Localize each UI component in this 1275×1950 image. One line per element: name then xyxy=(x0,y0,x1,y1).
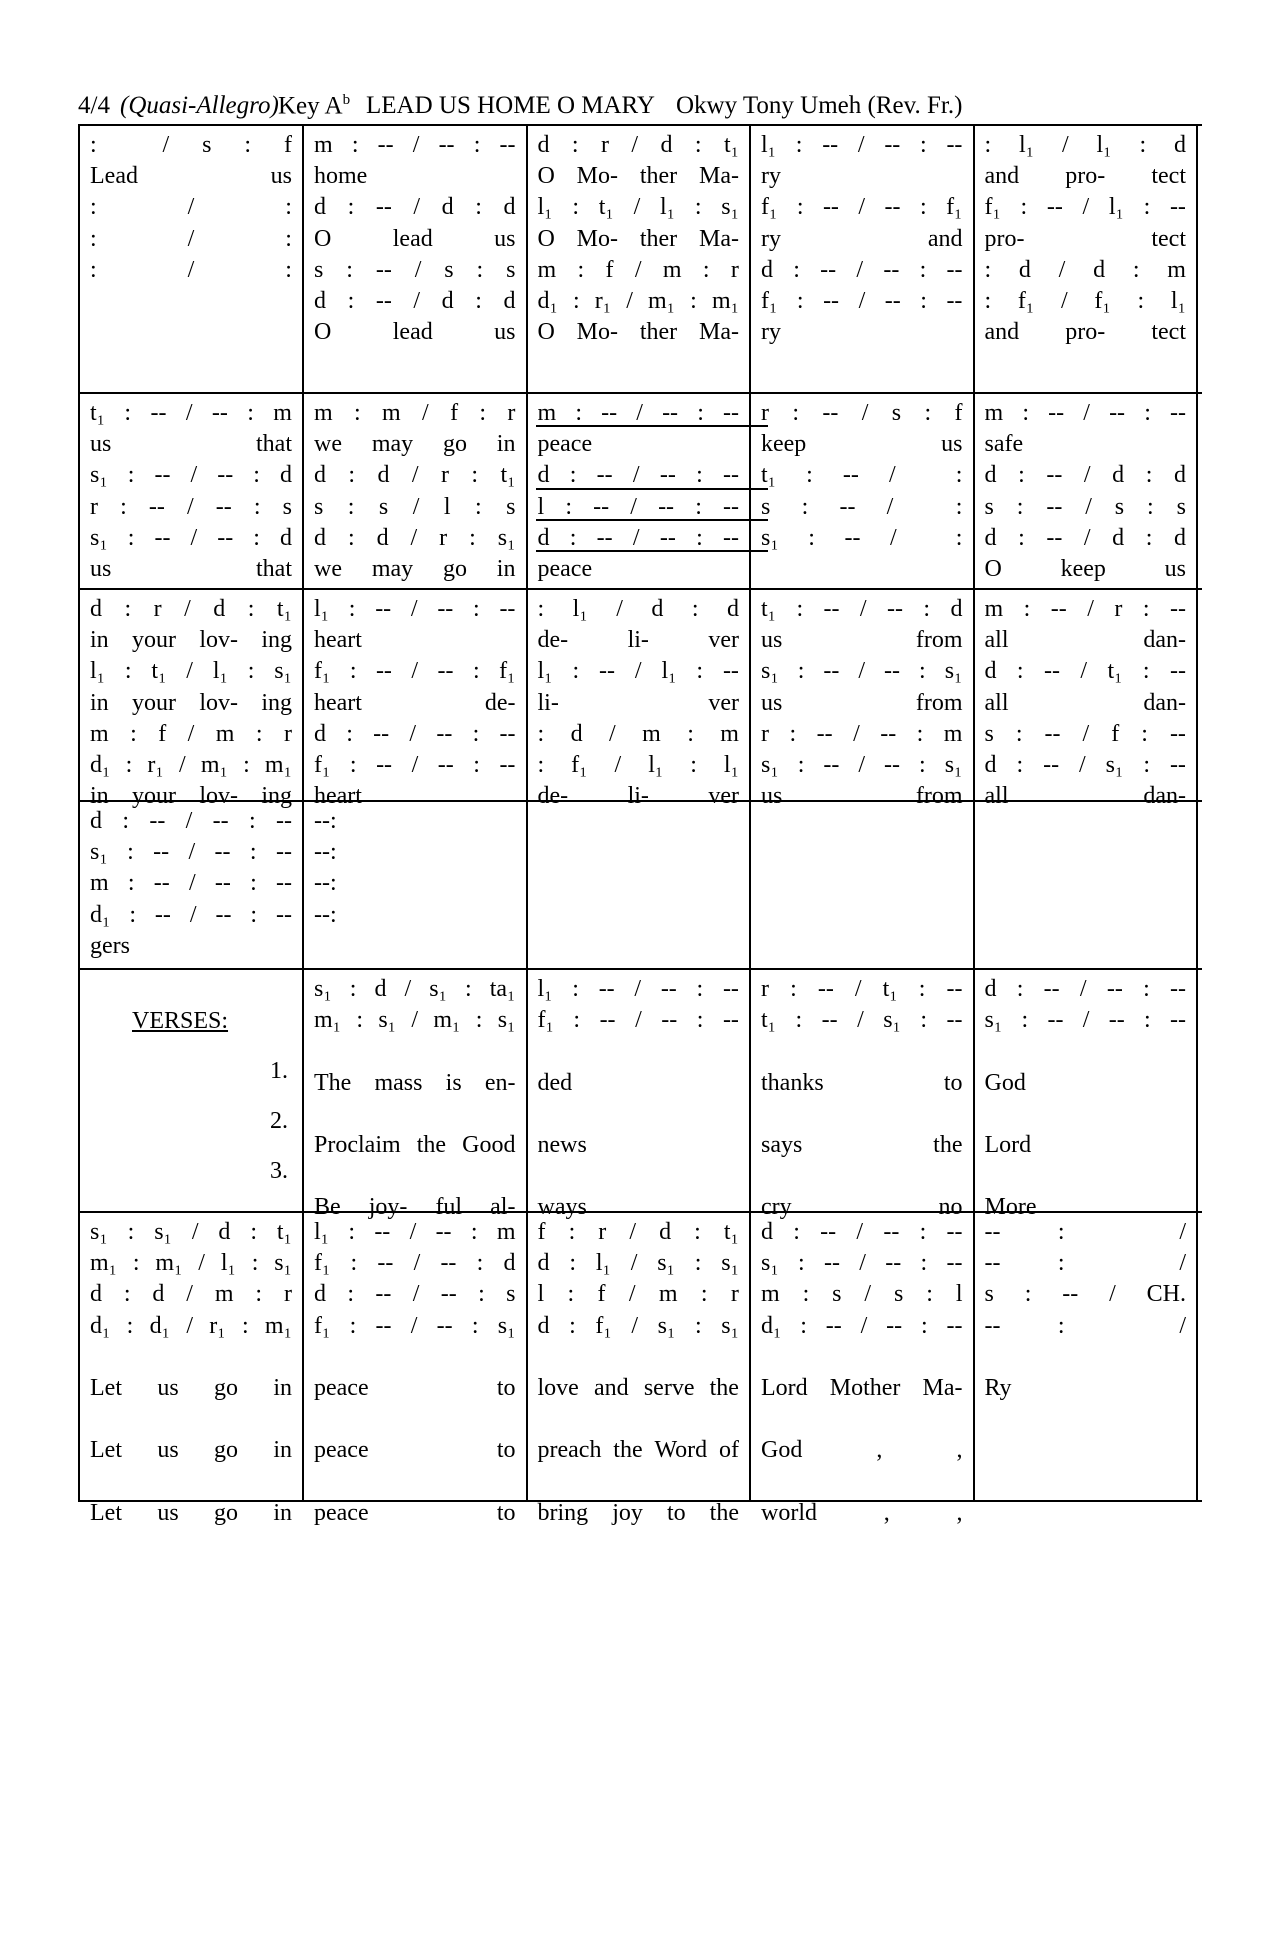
score-cell xyxy=(80,590,304,810)
score-cell xyxy=(751,126,975,392)
score-line: s₁ : -- / -- : -- xyxy=(761,1250,963,1277)
score-line: peace to xyxy=(314,1437,516,1464)
score-line: : d / m : m xyxy=(537,720,739,747)
score-line: Ry xyxy=(984,1374,1012,1401)
score-line: de- li- ver xyxy=(537,627,739,654)
score-cell xyxy=(304,970,528,1221)
score-cell xyxy=(80,394,304,588)
score-line: l : -- / -- : -- xyxy=(537,493,739,520)
score-row xyxy=(80,126,1202,394)
score-line: --: xyxy=(314,901,337,928)
score-line: s : -- / s : s xyxy=(984,493,1186,520)
tempo-marking: (Quasi-Allegro) xyxy=(120,92,279,119)
score-cell xyxy=(975,970,1199,1221)
score-line: gers xyxy=(90,932,130,959)
score-cell xyxy=(80,970,304,1211)
line-gap xyxy=(538,1161,740,1192)
score-cell xyxy=(304,126,528,392)
score-line: s₁ : -- / -- : s₁ xyxy=(761,751,963,778)
score-line: d : -- / -- : -- xyxy=(537,462,739,489)
score-row xyxy=(80,590,1202,810)
line-gap xyxy=(761,1161,963,1192)
score-line: : / : xyxy=(90,256,292,283)
score-cell xyxy=(528,126,752,392)
score-line: O lead us xyxy=(314,319,516,346)
score-line: s : -- / f : -- xyxy=(984,720,1186,747)
score-line: us that xyxy=(90,555,292,582)
score-cell xyxy=(528,1213,752,1526)
score-line: t₁ : -- / -- : m xyxy=(90,400,292,426)
score-line: l₁ : -- / -- : m xyxy=(314,1219,516,1245)
line-gap xyxy=(985,1036,1187,1067)
line-gap xyxy=(761,1467,963,1498)
score-cell xyxy=(975,394,1199,588)
score-line: we may go in xyxy=(314,431,516,458)
score-line: d : r / d : t₁ xyxy=(90,596,292,622)
line-gap xyxy=(90,1467,292,1498)
score-line: d : -- / -- : -- xyxy=(984,976,1186,1002)
score-line: all dan- xyxy=(984,689,1186,716)
score-cell xyxy=(975,1213,1199,1500)
verse-number: 3. xyxy=(270,1158,288,1184)
score-cell xyxy=(528,802,752,968)
score-line: l₁ : t₁ / l₁ : s₁ xyxy=(537,194,739,221)
score-cell xyxy=(304,394,528,588)
score-line: us from xyxy=(761,783,963,810)
line-gap xyxy=(314,1099,516,1130)
score-line: heart xyxy=(314,783,362,810)
score-line: O Mo- ther Ma- xyxy=(537,163,739,190)
score-cell xyxy=(80,1213,304,1526)
score-line: s₁ : -- / -- : d xyxy=(90,524,292,551)
score-line: s₁ : -- / -- : s₁ xyxy=(761,658,963,685)
score-line: d : -- / -- : s xyxy=(314,1281,516,1308)
score-line: More xyxy=(984,1194,1037,1221)
score-line: l₁ : -- / -- : -- xyxy=(314,596,516,622)
score-line: : f₁ / f₁ : l₁ xyxy=(984,287,1186,314)
score-line: s : -- / s : s xyxy=(314,256,516,283)
score-line: m : -- / -- : -- xyxy=(984,400,1186,426)
score-line: Be joy- ful al- xyxy=(314,1194,516,1221)
line-gap xyxy=(985,1161,1187,1192)
score-line: O Mo- ther Ma- xyxy=(537,225,739,252)
score-line: --: xyxy=(314,808,337,834)
score-line: f₁ : -- / -- : s₁ xyxy=(314,1312,516,1339)
line-gap xyxy=(761,1404,963,1435)
score-row xyxy=(80,1213,1202,1526)
score-line: in your lov- ing xyxy=(90,689,292,716)
score-line: bring joy to the xyxy=(537,1499,739,1526)
score-line: f₁ : -- / -- : -- xyxy=(761,287,963,314)
score-line: ded xyxy=(537,1069,573,1096)
score-cell xyxy=(975,590,1199,810)
score-line: all dan- xyxy=(984,627,1186,654)
score-cell xyxy=(304,590,528,810)
score-line: f₁ : -- / -- : f₁ xyxy=(314,658,516,685)
score-line: d : d / r : s₁ xyxy=(314,524,516,551)
score-line: d : -- / d : d xyxy=(314,287,516,314)
score-line: -- : / xyxy=(984,1250,1186,1277)
score-line: preach the Word of xyxy=(537,1437,739,1464)
score-line: d : -- / d : d xyxy=(984,524,1186,551)
score-line: in your lov- ing xyxy=(90,783,292,810)
score-line: d₁ : d₁ / r₁ : m₁ xyxy=(90,1312,292,1339)
score-line: Let us go in xyxy=(90,1499,292,1526)
score-line: world , , xyxy=(761,1499,963,1526)
score-line: d : l₁ / s₁ : s₁ xyxy=(537,1250,739,1277)
score-line: -- : / xyxy=(984,1219,1186,1245)
score-line: ry and xyxy=(761,225,963,252)
score-line: safe xyxy=(984,431,1024,458)
score-line: : l₁ / l₁ : d xyxy=(984,132,1186,158)
score-line: d : -- / -- : -- xyxy=(761,256,963,283)
song-title: LEAD US HOME O MARY xyxy=(366,92,655,119)
line-gap xyxy=(314,1036,516,1067)
line-gap xyxy=(538,1342,740,1373)
score-line: Let us go in xyxy=(90,1374,292,1401)
score-row xyxy=(80,394,1202,590)
line-gap xyxy=(314,1404,516,1435)
score-line: d : d / r : t₁ xyxy=(314,462,516,489)
score-cell xyxy=(751,802,975,968)
score-line: s₁ : d / s₁ : ta₁ xyxy=(314,976,516,1002)
score-cell xyxy=(528,394,752,588)
score-line: heart xyxy=(314,627,362,654)
score-line: f₁ : -- / -- : d xyxy=(314,1250,516,1277)
score-line: pro- tect xyxy=(984,225,1186,252)
score-line: : / : xyxy=(90,194,292,221)
score-line: d : -- / s₁ : -- xyxy=(984,751,1186,778)
score-line: d : -- / t₁ : -- xyxy=(984,658,1186,685)
key-label xyxy=(278,92,350,120)
score-line: Let us go in xyxy=(90,1437,292,1464)
score-line: : f₁ / l₁ : l₁ xyxy=(537,751,739,778)
score-line: m : -- / r : -- xyxy=(984,596,1186,622)
line-gap xyxy=(90,1404,292,1435)
score-line: m : f / m : r xyxy=(90,720,292,747)
verse-number: 2. xyxy=(270,1108,288,1134)
score-line: l₁ : -- / l₁ : -- xyxy=(537,658,739,685)
score-line: and pro- tect xyxy=(984,163,1186,190)
score-line: : d / d : m xyxy=(984,256,1186,283)
score-line: m : -- / -- : -- xyxy=(90,870,292,897)
line-gap xyxy=(985,1342,1187,1373)
score-line: l₁ : -- / -- : -- xyxy=(761,132,963,158)
score-cell xyxy=(751,394,975,588)
score-line: --: xyxy=(314,870,337,897)
score-line: peace xyxy=(537,431,593,458)
score-line: li- ver xyxy=(537,689,739,716)
line-gap xyxy=(538,1467,740,1498)
line-gap xyxy=(314,1342,516,1373)
score-line: ways xyxy=(537,1194,587,1221)
score-line: --: xyxy=(314,839,337,866)
score-line: and pro- tect xyxy=(984,319,1186,346)
score-line: : / : xyxy=(90,225,292,252)
score-line: O keep us xyxy=(984,555,1186,582)
score-cell xyxy=(975,802,1199,968)
score-line: t₁ : -- / : xyxy=(761,462,963,489)
line-gap xyxy=(538,1404,740,1435)
score-line: God xyxy=(984,1069,1026,1096)
score-line: s₁ : s₁ / d : t₁ xyxy=(90,1219,292,1245)
score-line: d : -- / -- : -- xyxy=(90,808,292,834)
score-line: d₁ : r₁ / m₁ : m₁ xyxy=(537,287,739,314)
verses-heading: VERSES: xyxy=(132,1008,229,1034)
score-line: s₁ : -- / -- : -- xyxy=(90,839,292,866)
score-line: l₁ : -- / -- : -- xyxy=(537,976,739,1002)
score-line: : / s : f xyxy=(90,132,292,158)
verse-number: 1. xyxy=(270,1058,288,1084)
score-line: peace xyxy=(537,555,593,582)
score-grid xyxy=(78,124,1202,1526)
score-line: in your lov- ing xyxy=(90,627,292,654)
score-line: t₁ : -- / s₁ : -- xyxy=(761,1007,963,1034)
score-line: s₁ : -- / : xyxy=(761,524,963,551)
score-line: r : -- / t₁ : -- xyxy=(761,976,963,1002)
score-line: d₁ : -- / -- : -- xyxy=(90,901,292,928)
score-cell xyxy=(80,802,304,968)
score-line: d : -- / -- : -- xyxy=(761,1219,963,1245)
score-line: d : -- / -- : -- xyxy=(314,720,516,747)
score-line: love and serve the xyxy=(537,1374,739,1401)
score-line: m : m / f : r xyxy=(314,400,516,426)
score-line: us from xyxy=(761,627,963,654)
score-line: d₁ : r₁ / m₁ : m₁ xyxy=(90,751,292,778)
score-line: says the xyxy=(761,1131,963,1158)
score-line: d : -- / d : d xyxy=(314,194,516,221)
score-line: s : -- / : xyxy=(761,493,963,520)
score-cell xyxy=(528,970,752,1221)
score-cell xyxy=(304,1213,528,1526)
score-cell xyxy=(751,1213,975,1526)
score-line: O Mo- ther Ma- xyxy=(537,319,739,346)
time-signature: 4/4 xyxy=(78,92,110,119)
score-line: we may go in xyxy=(314,555,516,582)
score-line: f₁ : -- / -- : -- xyxy=(537,1007,739,1034)
score-row xyxy=(80,802,1202,970)
key-label-text: Key A xyxy=(278,92,343,120)
score-cell xyxy=(304,802,528,968)
score-cell xyxy=(751,590,975,810)
score-line: d : f₁ / s₁ : s₁ xyxy=(537,1312,739,1339)
score-line: ry xyxy=(761,319,781,346)
tie-line xyxy=(536,519,768,521)
score-line: d : r / d : t₁ xyxy=(537,132,739,158)
score-line: all dan- xyxy=(984,783,1186,810)
page-header xyxy=(78,92,1198,126)
score-line: m₁ : m₁ / l₁ : s₁ xyxy=(90,1250,292,1277)
score-line: s : s / l : s xyxy=(314,493,516,520)
tie-line xyxy=(536,488,768,490)
score-line: f₁ : -- / l₁ : -- xyxy=(984,194,1186,221)
score-line: Lead us xyxy=(90,163,292,190)
score-line: heart de- xyxy=(314,689,516,716)
line-gap xyxy=(761,1342,963,1373)
score-line: Lord Mother Ma- xyxy=(761,1374,963,1401)
score-cell xyxy=(80,126,304,392)
score-line: t₁ : -- / -- : d xyxy=(761,596,963,622)
score-line: us that xyxy=(90,431,292,458)
score-line: home xyxy=(314,163,368,190)
score-line: d : -- / -- : -- xyxy=(537,524,739,551)
score-line: m : -- / -- : -- xyxy=(537,400,739,426)
score-line: peace to xyxy=(314,1499,516,1526)
score-line: s₁ : -- / -- : -- xyxy=(984,1007,1186,1034)
score-line: news xyxy=(537,1131,587,1158)
score-row xyxy=(80,970,1202,1221)
line-gap xyxy=(314,1161,516,1192)
key-flat: b xyxy=(342,92,351,108)
score-line: cry no xyxy=(761,1194,963,1221)
score-line: O lead us xyxy=(314,225,516,252)
score-line: m : s / s : l xyxy=(761,1281,963,1308)
score-line: de- li- ver xyxy=(537,783,739,810)
score-line: m₁ : s₁ / m₁ : s₁ xyxy=(314,1007,516,1034)
score-line: ry xyxy=(761,163,781,190)
line-gap xyxy=(761,1099,963,1130)
score-line: d : -- / d : d xyxy=(984,462,1186,489)
line-gap xyxy=(761,1036,963,1067)
score-cell xyxy=(528,590,752,810)
score-line: f₁ : -- / -- : -- xyxy=(314,751,516,778)
line-gap xyxy=(538,1036,740,1067)
score-line: f₁ : -- / -- : f₁ xyxy=(761,194,963,221)
score-line: God , , xyxy=(761,1437,963,1464)
score-line: peace to xyxy=(314,1374,516,1401)
score-line: keep us xyxy=(761,431,963,458)
composer: Okwy Tony Umeh (Rev. Fr.) xyxy=(676,92,963,119)
score-line: s : -- / CH. xyxy=(984,1281,1186,1308)
score-line: : l₁ / d : d xyxy=(537,596,739,622)
score-line: -- : / xyxy=(984,1312,1186,1339)
score-line: l : f / m : r xyxy=(537,1281,739,1308)
score-line: r : -- / s : f xyxy=(761,400,963,426)
score-line: Lord xyxy=(984,1131,1032,1158)
line-gap xyxy=(985,1099,1187,1130)
line-gap xyxy=(538,1099,740,1130)
score-line: The mass is en- xyxy=(314,1069,516,1096)
score-line: Proclaim the Good xyxy=(314,1131,516,1158)
score-cell xyxy=(751,970,975,1221)
line-gap xyxy=(90,1342,292,1373)
score-line: l₁ : t₁ / l₁ : s₁ xyxy=(90,658,292,685)
score-line: f : r / d : t₁ xyxy=(537,1219,739,1245)
score-line: us from xyxy=(761,689,963,716)
score-line: r : -- / -- : s xyxy=(90,493,292,520)
score-line: d : d / m : r xyxy=(90,1281,292,1308)
score-line: d₁ : -- / -- : -- xyxy=(761,1312,963,1339)
score-line: m : -- / -- : -- xyxy=(314,132,516,158)
score-line: s₁ : -- / -- : d xyxy=(90,462,292,489)
tie-line xyxy=(536,425,768,427)
score-cell xyxy=(975,126,1199,392)
score-line: r : -- / -- : m xyxy=(761,720,963,747)
tie-line xyxy=(536,550,768,552)
score-line: thanks to xyxy=(761,1069,963,1096)
score-line: m : f / m : r xyxy=(537,256,739,283)
line-gap xyxy=(314,1467,516,1498)
